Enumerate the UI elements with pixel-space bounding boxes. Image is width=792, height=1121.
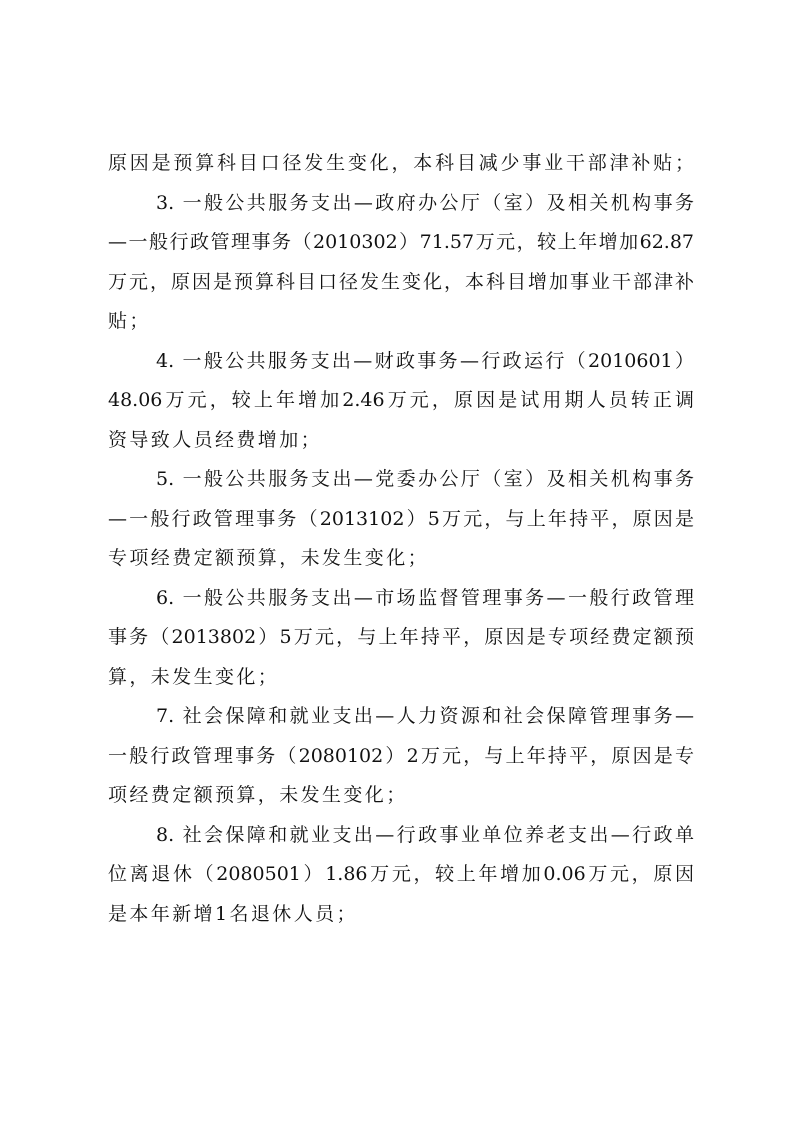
paragraph-8-line-1: 8. 社会保障和就业支出—行政事业单位养老支出—行政单 [156, 823, 694, 846]
text-line: 原因是预算科目口径发生变化，本科目减少事业干部津补贴； [108, 152, 694, 174]
paragraph-6-line-2: 事务（2013802）5万元，与上年持平，原因是专项经费定额预 [108, 626, 694, 648]
paragraph-7-line-1: 7. 社会保障和就业支出—人力资源和社会保障管理事务— [156, 705, 694, 727]
paragraph-6-line-3: 算，未发生变化； [108, 665, 280, 688]
paragraph-3-line-4: 贴； [108, 310, 151, 332]
paragraph-3-line-3: 万元，原因是预算科目口径发生变化，本科目增加事业干部津补 [108, 270, 694, 293]
paragraph-4-line-3: 资导致人员经费增加； [108, 428, 323, 451]
paragraph-8-line-2: 位离退休（2080501）1.86万元，较上年增加0.06万元，原因 [108, 863, 694, 885]
paragraph-5-line-2: —一般行政管理事务（2013102）5万元，与上年持平，原因是 [108, 507, 694, 530]
paragraph-7-line-2: 一般行政管理事务（2080102）2万元，与上年持平，原因是专 [108, 744, 694, 767]
paragraph-5-line-1: 5. 一般公共服务支出—党委办公厅（室）及相关机构事务 [156, 468, 694, 490]
paragraph-4-line-2: 48.06万元，较上年增加2.46万元，原因是试用期人员转正调 [108, 389, 694, 411]
paragraph-3-line-1: 3. 一般公共服务支出—政府办公厅（室）及相关机构事务 [156, 191, 694, 214]
paragraph-6-line-1: 6. 一般公共服务支出—市场监督管理事务—一般行政管理 [156, 586, 694, 609]
paragraph-5-line-3: 专项经费定额预算，未发生变化； [108, 547, 430, 569]
paragraph-7-line-3: 项经费定额预算，未发生变化； [108, 784, 408, 806]
paragraph-3-line-2: —一般行政管理事务（2010302）71.57万元，较上年增加62.87 [108, 231, 694, 253]
paragraph-8-line-3: 是本年新增1名退休人员； [108, 902, 358, 925]
document-body [108, 144, 694, 934]
paragraph-4-line-1: 4. 一般公共服务支出—财政事务—行政运行（2010601） [156, 349, 694, 372]
